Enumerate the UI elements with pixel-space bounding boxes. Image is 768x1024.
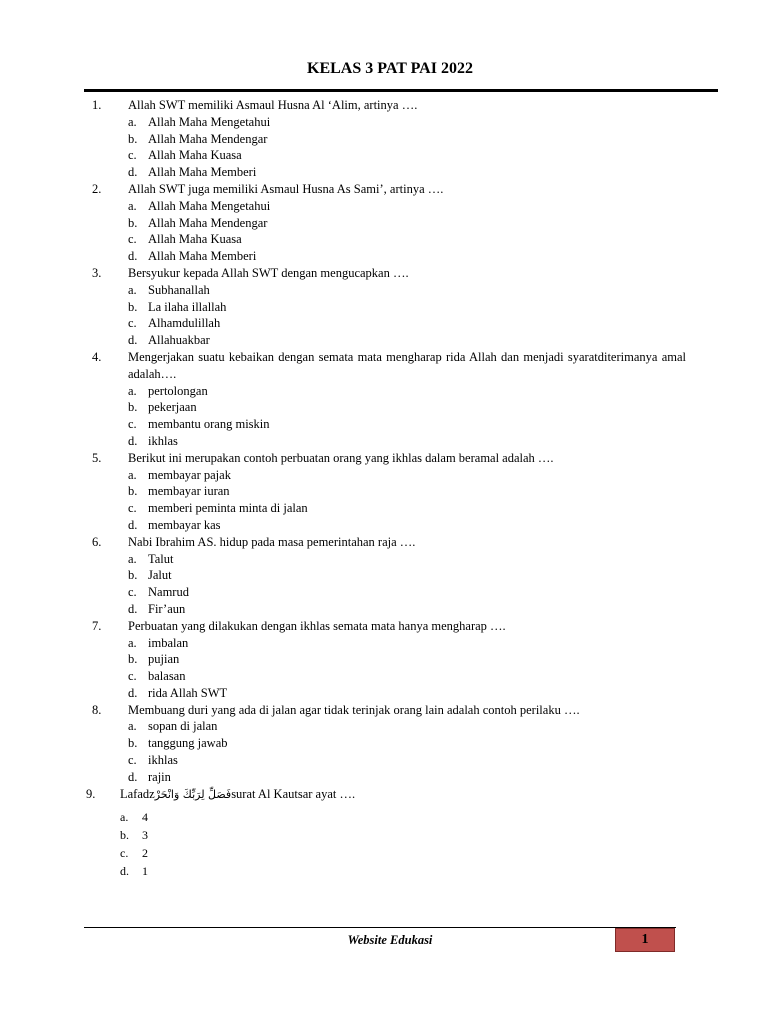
option-text: pujian bbox=[148, 652, 180, 667]
page-number-badge: 1 bbox=[615, 928, 675, 952]
title-divider bbox=[84, 89, 718, 92]
question-9-options bbox=[0, 808, 768, 880]
option-letter: a. bbox=[128, 198, 137, 213]
option-a bbox=[0, 282, 768, 299]
question-number: 2. bbox=[92, 181, 102, 196]
option-d bbox=[0, 248, 768, 265]
question-list bbox=[0, 97, 768, 786]
question-1 bbox=[0, 97, 768, 181]
question-text bbox=[120, 787, 355, 802]
question-5 bbox=[0, 450, 768, 534]
option-text: membayar kas bbox=[148, 517, 221, 532]
option-text: Subhanallah bbox=[148, 282, 210, 297]
option-letter: b. bbox=[128, 400, 138, 415]
option-b bbox=[0, 215, 768, 232]
option-letter: c. bbox=[128, 501, 137, 516]
option-c bbox=[0, 752, 768, 769]
option-d bbox=[0, 517, 768, 534]
option-text: sopan di jalan bbox=[148, 719, 218, 734]
option-text: Allah Maha Memberi bbox=[148, 165, 257, 180]
option-b bbox=[0, 567, 768, 584]
option-text: Alhamdulillah bbox=[148, 316, 221, 331]
option-a bbox=[0, 198, 768, 215]
option-text: ikhlas bbox=[148, 753, 178, 768]
option-a bbox=[0, 114, 768, 131]
option-letter: d. bbox=[128, 165, 138, 180]
option-letter: b. bbox=[128, 484, 138, 499]
question-2 bbox=[0, 181, 768, 265]
option-text: Talut bbox=[148, 551, 174, 566]
option-text: membayar iuran bbox=[148, 484, 230, 499]
option-c bbox=[0, 231, 768, 248]
option-text: Allahuakbar bbox=[148, 333, 210, 348]
option-c bbox=[0, 584, 768, 601]
option-letter: b. bbox=[120, 828, 129, 842]
option-text: Namrud bbox=[148, 585, 189, 600]
option-d bbox=[0, 433, 768, 450]
question-text: Allah SWT memiliki Asmaul Husna Al ‘Alim, artinya …. bbox=[128, 98, 418, 112]
option-text: Allah Maha Kuasa bbox=[148, 148, 242, 163]
option-letter: a. bbox=[128, 719, 137, 734]
option-text: memberi peminta minta di jalan bbox=[148, 501, 308, 516]
question-number: 9. bbox=[86, 787, 96, 801]
option-letter: b. bbox=[128, 568, 138, 583]
option-a bbox=[0, 635, 768, 652]
option-text: membantu orang miskin bbox=[148, 417, 270, 432]
option-letter: a. bbox=[128, 467, 137, 482]
option-c bbox=[0, 416, 768, 433]
question-text: Mengerjakan suatu kebaikan dengan semata mata mengharap rida Allah dan menjadi syaratditerimanya amal adalah…. bbox=[128, 349, 686, 381]
option-text: 3 bbox=[142, 828, 148, 842]
question-number: 6. bbox=[92, 534, 102, 549]
option-text: Allah Maha Mengetahui bbox=[148, 114, 271, 129]
option-letter: c. bbox=[128, 316, 137, 331]
question-4 bbox=[0, 349, 768, 450]
option-text: 4 bbox=[142, 810, 148, 824]
option-letter: d. bbox=[128, 249, 138, 264]
option-c bbox=[0, 668, 768, 685]
question-number: 8. bbox=[92, 702, 102, 717]
option-d bbox=[0, 685, 768, 702]
option-letter: a. bbox=[128, 114, 137, 129]
option-d bbox=[0, 769, 768, 786]
option-text: Jalut bbox=[148, 568, 172, 583]
footer-divider bbox=[84, 927, 676, 928]
option-letter: b. bbox=[128, 652, 138, 667]
option-d bbox=[0, 332, 768, 349]
question-number: 7. bbox=[92, 618, 102, 633]
option-text: Allah Maha Kuasa bbox=[148, 232, 242, 247]
question-8 bbox=[0, 702, 768, 786]
option-letter: a. bbox=[128, 383, 137, 398]
option-text: imbalan bbox=[148, 635, 189, 650]
option-letter: c. bbox=[128, 585, 137, 600]
option-letter: b. bbox=[128, 131, 138, 146]
option-a bbox=[0, 551, 768, 568]
question-text: Allah SWT juga memiliki Asmaul Husna As Sami’, artinya …. bbox=[128, 181, 444, 196]
arabic-verse: فَصَلِّ لِرَبِّكَ وَانْحَرْ bbox=[154, 788, 232, 801]
question-text: Perbuatan yang dilakukan dengan ikhlas semata mata hanya mengharap …. bbox=[128, 618, 506, 633]
option-d bbox=[0, 601, 768, 618]
option-text: Allah Maha Mengetahui bbox=[148, 198, 271, 213]
option-text: pertolongan bbox=[148, 383, 208, 398]
option-text: Allah Maha Mendengar bbox=[148, 131, 268, 146]
option-text: Allah Maha Mendengar bbox=[148, 215, 268, 230]
question-6 bbox=[0, 534, 768, 618]
option-letter: c. bbox=[128, 148, 137, 163]
footer-site-name: Website Edukasi bbox=[347, 933, 433, 947]
option-text: ikhlas bbox=[148, 433, 178, 448]
option-letter: b. bbox=[128, 736, 138, 751]
option-letter: d. bbox=[128, 685, 138, 700]
option-c bbox=[0, 315, 768, 332]
option-letter: c. bbox=[120, 846, 129, 860]
option-letter: c. bbox=[128, 669, 137, 684]
option-text: pekerjaan bbox=[148, 400, 197, 415]
question-text: Nabi Ibrahim AS. hidup pada masa pemerintahan raja …. bbox=[128, 534, 416, 549]
option-c bbox=[0, 500, 768, 517]
option-text: membayar pajak bbox=[148, 467, 231, 482]
option-letter: a. bbox=[120, 810, 129, 824]
page-title: KELAS 3 PAT PAI 2022 bbox=[307, 60, 473, 77]
option-letter: d. bbox=[128, 333, 138, 348]
option-letter: c. bbox=[128, 232, 137, 247]
option-a bbox=[0, 808, 768, 826]
option-letter: d. bbox=[128, 769, 138, 784]
option-letter: b. bbox=[128, 299, 138, 314]
option-letter: a. bbox=[128, 635, 137, 650]
option-text: 2 bbox=[142, 846, 148, 860]
option-letter: d. bbox=[128, 433, 138, 448]
option-letter: b. bbox=[128, 215, 138, 230]
option-d bbox=[0, 862, 768, 880]
option-text: rida Allah SWT bbox=[148, 685, 228, 700]
question-text: Berikut ini merupakan contoh perbuatan orang yang ikhlas dalam beramal adalah …. bbox=[128, 450, 554, 465]
option-d bbox=[0, 164, 768, 181]
option-b bbox=[0, 299, 768, 316]
option-b bbox=[0, 131, 768, 148]
question-3 bbox=[0, 265, 768, 349]
question-number: 5. bbox=[92, 450, 102, 465]
question-suffix: surat Al Kautsar ayat …. bbox=[231, 787, 356, 801]
question-7 bbox=[0, 618, 768, 702]
option-text: Allah Maha Memberi bbox=[148, 249, 257, 264]
option-a bbox=[0, 718, 768, 735]
option-letter: c. bbox=[128, 753, 137, 768]
option-text: tanggung jawab bbox=[148, 736, 228, 751]
option-letter: c. bbox=[128, 417, 137, 432]
option-a bbox=[0, 467, 768, 484]
option-b bbox=[0, 826, 768, 844]
option-letter: d. bbox=[120, 864, 129, 878]
option-letter: a. bbox=[128, 282, 137, 297]
option-letter: d. bbox=[128, 601, 138, 616]
option-c bbox=[0, 844, 768, 862]
option-text: balasan bbox=[148, 669, 186, 684]
option-b bbox=[0, 483, 768, 500]
option-text: rajin bbox=[148, 769, 171, 784]
option-letter: a. bbox=[128, 551, 137, 566]
option-text: 1 bbox=[142, 864, 148, 878]
option-letter: d. bbox=[128, 517, 138, 532]
question-number: 1. bbox=[92, 98, 102, 112]
option-b bbox=[0, 651, 768, 668]
option-text: La ilaha illallah bbox=[148, 299, 227, 314]
option-b bbox=[0, 735, 768, 752]
option-a bbox=[0, 383, 768, 400]
option-b bbox=[0, 399, 768, 416]
question-text: Bersyukur kepada Allah SWT dengan mengucapkan …. bbox=[128, 265, 409, 280]
question-number: 3. bbox=[92, 265, 102, 280]
question-prefix: Lafadz bbox=[120, 787, 155, 801]
option-text: Fir’aun bbox=[148, 601, 186, 616]
question-text: Membuang duri yang ada di jalan agar tidak terinjak orang lain adalah contoh perilaku …. bbox=[128, 702, 580, 717]
option-c bbox=[0, 147, 768, 164]
question-number: 4. bbox=[92, 349, 102, 364]
